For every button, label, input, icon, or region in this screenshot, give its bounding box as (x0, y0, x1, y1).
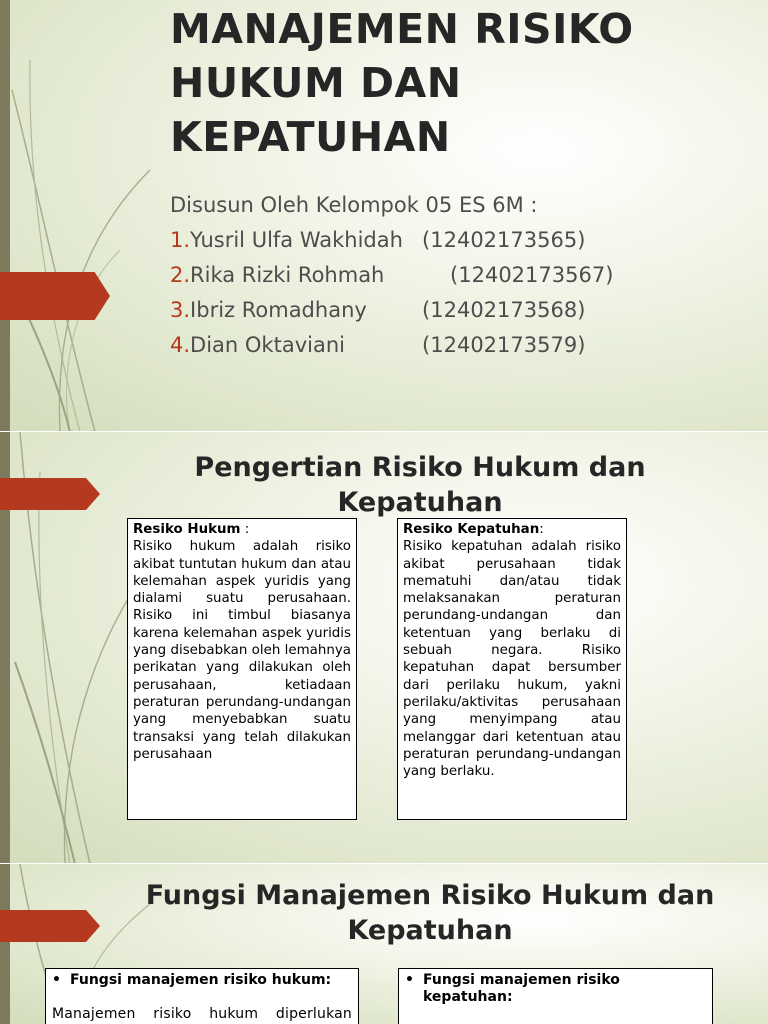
member-id: (12402173567) (450, 263, 614, 287)
slide-title (0, 0, 768, 432)
member-number: 3. (170, 298, 191, 322)
member-id: (12402173579) (422, 333, 586, 357)
member-name: Ibriz Romadhany (190, 298, 367, 322)
box-heading: Fungsi manajemen risiko kepatuhan: (423, 972, 620, 1005)
box-body: Risiko hukum adalah risiko akibat tuntutan hukum dan atau kelemahan aspek yuridis yang dialami suatu perusahaan. Risiko ini timbul biasanya karena kelemahan aspek yuridis yang disebabkan oleh lemahnya perikatan yang dilakukan oleh perusahaan, ketiadaan peraturan perundang-undangan yang menyebabkan suatu transaksi yang telah dilakukan perusahaan (133, 539, 351, 762)
title-line: HUKUM DAN (170, 59, 462, 107)
member-number: 2. (170, 263, 191, 287)
accent-flag (0, 272, 110, 320)
member-item (170, 225, 613, 260)
member-item (170, 330, 613, 365)
member-item (170, 260, 613, 295)
bullet: • (405, 972, 414, 988)
member-name: Dian Oktaviani (190, 333, 345, 357)
box-heading: Resiko Hukum (133, 522, 241, 537)
slide-function (0, 864, 768, 1024)
box-heading: Fungsi manajemen risiko hukum: (70, 972, 332, 988)
slide-definition (0, 432, 768, 864)
member-item (170, 295, 613, 330)
main-title (170, 2, 760, 164)
box-heading: Resiko Kepatuhan (403, 522, 540, 537)
accent-flag (0, 910, 100, 942)
member-id: (12402173565) (422, 228, 586, 252)
function-compliance-box (398, 968, 713, 1024)
risk-law-box (127, 518, 357, 820)
member-number: 1. (170, 228, 191, 252)
box-body: Risiko kepatuhan adalah risiko akibat perusahaan tidak mematuhi dan/atau tidak melaksanakan peraturan perundang-undangan dan ketentuan yang berlaku di sebuah negara. Risiko kepatuhan dapat bersumber dari perilaku hukum, yakni perilaku/aktivitas perusahaan yang menyimpang atau melanggar dari ketentuan atau peraturan perundang-undangan yang berlaku. (403, 539, 621, 780)
box-heading-suffix: : (539, 522, 544, 537)
accent-flag (0, 478, 100, 510)
member-name: Yusril Ulfa Wakhidah (190, 228, 403, 252)
box-heading-suffix: : (240, 522, 250, 537)
member-number: 4. (170, 333, 191, 357)
section-title: Fungsi Manajemen Risiko Hukum dan Kepatuhan (145, 880, 715, 946)
subtitle: Disusun Oleh Kelompok 05 ES 6M : (170, 193, 538, 217)
box-body: Manajemen risiko hukum diperlukan (52, 1006, 352, 1022)
bullet: • (52, 972, 61, 988)
member-id: (12402173568) (422, 298, 586, 322)
function-law-box (45, 968, 359, 1024)
section-title: Pengertian Risiko Hukum dan Kepatuhan (194, 452, 646, 518)
member-name: Rika Rizki Rohmah (190, 263, 385, 287)
risk-compliance-box (397, 518, 627, 820)
author-list (170, 190, 613, 365)
title-line: MANAJEMEN RISIKO (170, 5, 634, 53)
title-line: KEPATUHAN (170, 113, 451, 161)
